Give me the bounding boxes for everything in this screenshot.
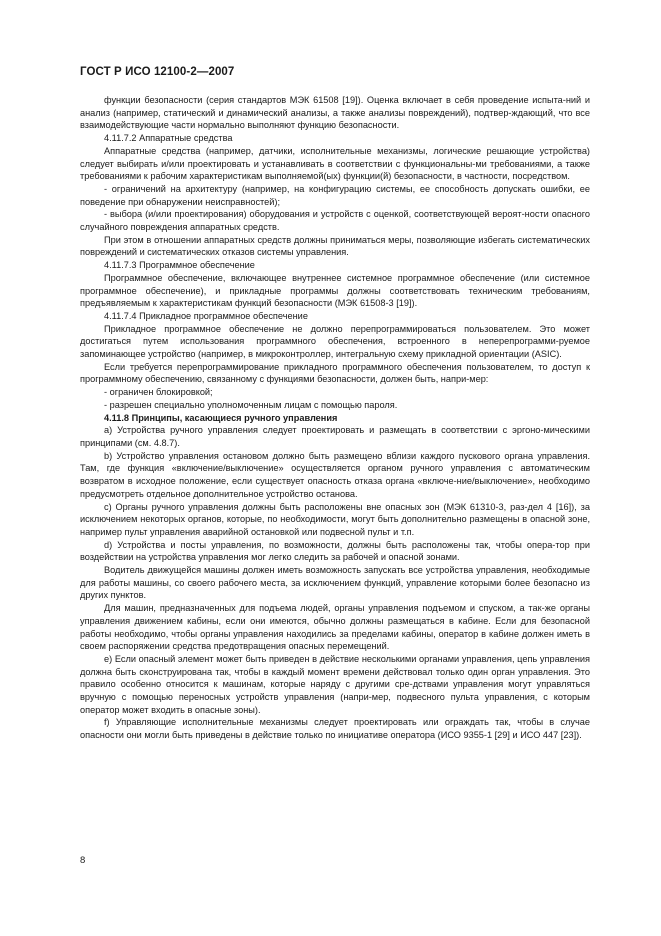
list-item: - разрешен специально уполномоченным лицам с помощью пароля. [104, 399, 398, 410]
list-item: - ограничений на архитектуру (например, на конфигурацию системы, ее способность допускать ошибки, ее поведение при обнаружении неисправностей); [80, 183, 590, 207]
paragraph: Если требуется перепрограммирование прикладного программного обеспечения пользователем, то доступ к программному обеспечению, связанному с функциями безопасности, должен быть, напри-мер: [80, 361, 590, 385]
paragraph: Для машин, предназначенных для подъема людей, органы управления подъемом и спуском, а так-же органы управления движением кабины, если они имеются, обычно должны размещаться в кабине. Если для безопасной работы необходимо, чтобы органы управления находились за пределами кабины, оператор в кабине должен иметь в своем распоряжении средства предотвращения опасных перемещений. [80, 603, 590, 652]
list-item: - ограничен блокировкой; [104, 387, 213, 398]
paragraph: а) Устройства ручного управления следует проектировать и размещать в соответствии с эргоно-мическими принципами (см. 4.8.7). [80, 425, 590, 448]
subsection-heading: 4.11.7.3 Программное обеспечение [104, 260, 255, 271]
subsection-heading: 4.11.7.2 Аппаратные средства [104, 133, 233, 144]
paragraph: Аппаратные средства (например, датчики, исполнительные механизмы, логические решающие устройства) следует выбирать и/или проектировать и устанавливать в соответствии с функциональны-ми требованиями, а также требованиями к рабочим характеристикам выполняемой(ых) функции(й) безопасности, в частности, посредством. [80, 145, 590, 182]
paragraph: Прикладное программное обеспечение не должно перепрограммироваться пользователем. Это может достигаться путем использования программного обеспечения, встроенного в неперепрограмми-руемое запоминающее устройство (например, в микроконтроллер, интегральную схему прикладной ориентации (ASIC). [80, 323, 590, 360]
paragraph: f) Управляющие исполнительные механизмы следует проектировать или ограждать так, чтобы в случае опасности они могли быть приведены в действие только по инициативе оператора (ИСО 9355-1 [29] и ИСО 447 [23]). [80, 717, 590, 741]
paragraph: При этом в отношении аппаратных средств должны приниматься меры, позволяющие избегать систематических повреждений и систематических отказов системы управления. [80, 234, 590, 258]
subsection-heading: 4.11.7.4 Прикладное программное обеспечение [104, 310, 308, 321]
paragraph: функции безопасности (серия стандартов МЭК 61508 [19]). Оценка включает в себя проведение испыта-ний и анализ (например, статический и динамический анализы, а также анализы повреждений), подтвер-ждающий, что все взаимодействующие части нормально выполняют функцию безопасности. [80, 95, 590, 131]
section-heading: 4.11.8 Принципы, касающиеся ручного управления [104, 412, 338, 423]
paragraph: Водитель движущейся машины должен иметь возможность запускать все устройства управления, необходимые для работы машины, со своего рабочего места, за исключением функций, управление которыми более безопасно из других пунктов. [80, 565, 590, 601]
page-number: 8 [80, 855, 86, 866]
document-body [80, 94, 590, 742]
paragraph: с) Органы ручного управления должны быть расположены вне опасных зон (МЭК 61310-3, раз-дел 4 [16]), за исключением некоторых органов, которые, по необходимости, могут быть дополнительно размещены в опасной зоне, например пульт управления аварийной остановкой или подвесной пульт и т.п. [80, 501, 590, 537]
list-item: - выбора (и/или проектирования) оборудования и устройств с оценкой, соответствующей вероят-ности опасного случайного повреждения аппаратных средств. [80, 209, 590, 233]
page-header-title: ГОСТ Р ИСО 12100-2—2007 [80, 66, 235, 78]
paragraph: е) Если опасный элемент может быть приведен в действие несколькими органами управления, цепь управления должна быть сконструирована так, чтобы в каждый момент времени действовал только один орган управления. Это правило особенно относится к машинам, которые наряду с другими сре-дствами управления могут управляться вручную с помощью переносных устройств управления (напри-мер, подвесного пульта управления, с которым оператор может входить в опасные зоны). [80, 653, 590, 715]
paragraph: d) Устройства и посты управления, по возможности, должны быть расположены так, чтобы опера-тор при воздействии на устройства управления мог легко следить за рабочей и опасной зонами. [80, 539, 590, 563]
paragraph: b) Устройство управления остановом должно быть размещено вблизи каждого пускового органа управления. Там, где функция «включение/выключение» осуществляется органом ручного управления с автоматическим возвратом в исходное положение, если существует опасность отказа органа «включе-ние/выключение», необходимо предусмотреть отдельное дополнительное устройство останова. [80, 450, 590, 499]
paragraph: Программное обеспечение, включающее внутреннее системное программное обеспечение (или системное программное обеспечение), и прикладные программы должны соответствовать техническим требованиям, предъявляемым к характеристикам функций безопасности (МЭК 61508-3 [19]). [80, 272, 590, 309]
